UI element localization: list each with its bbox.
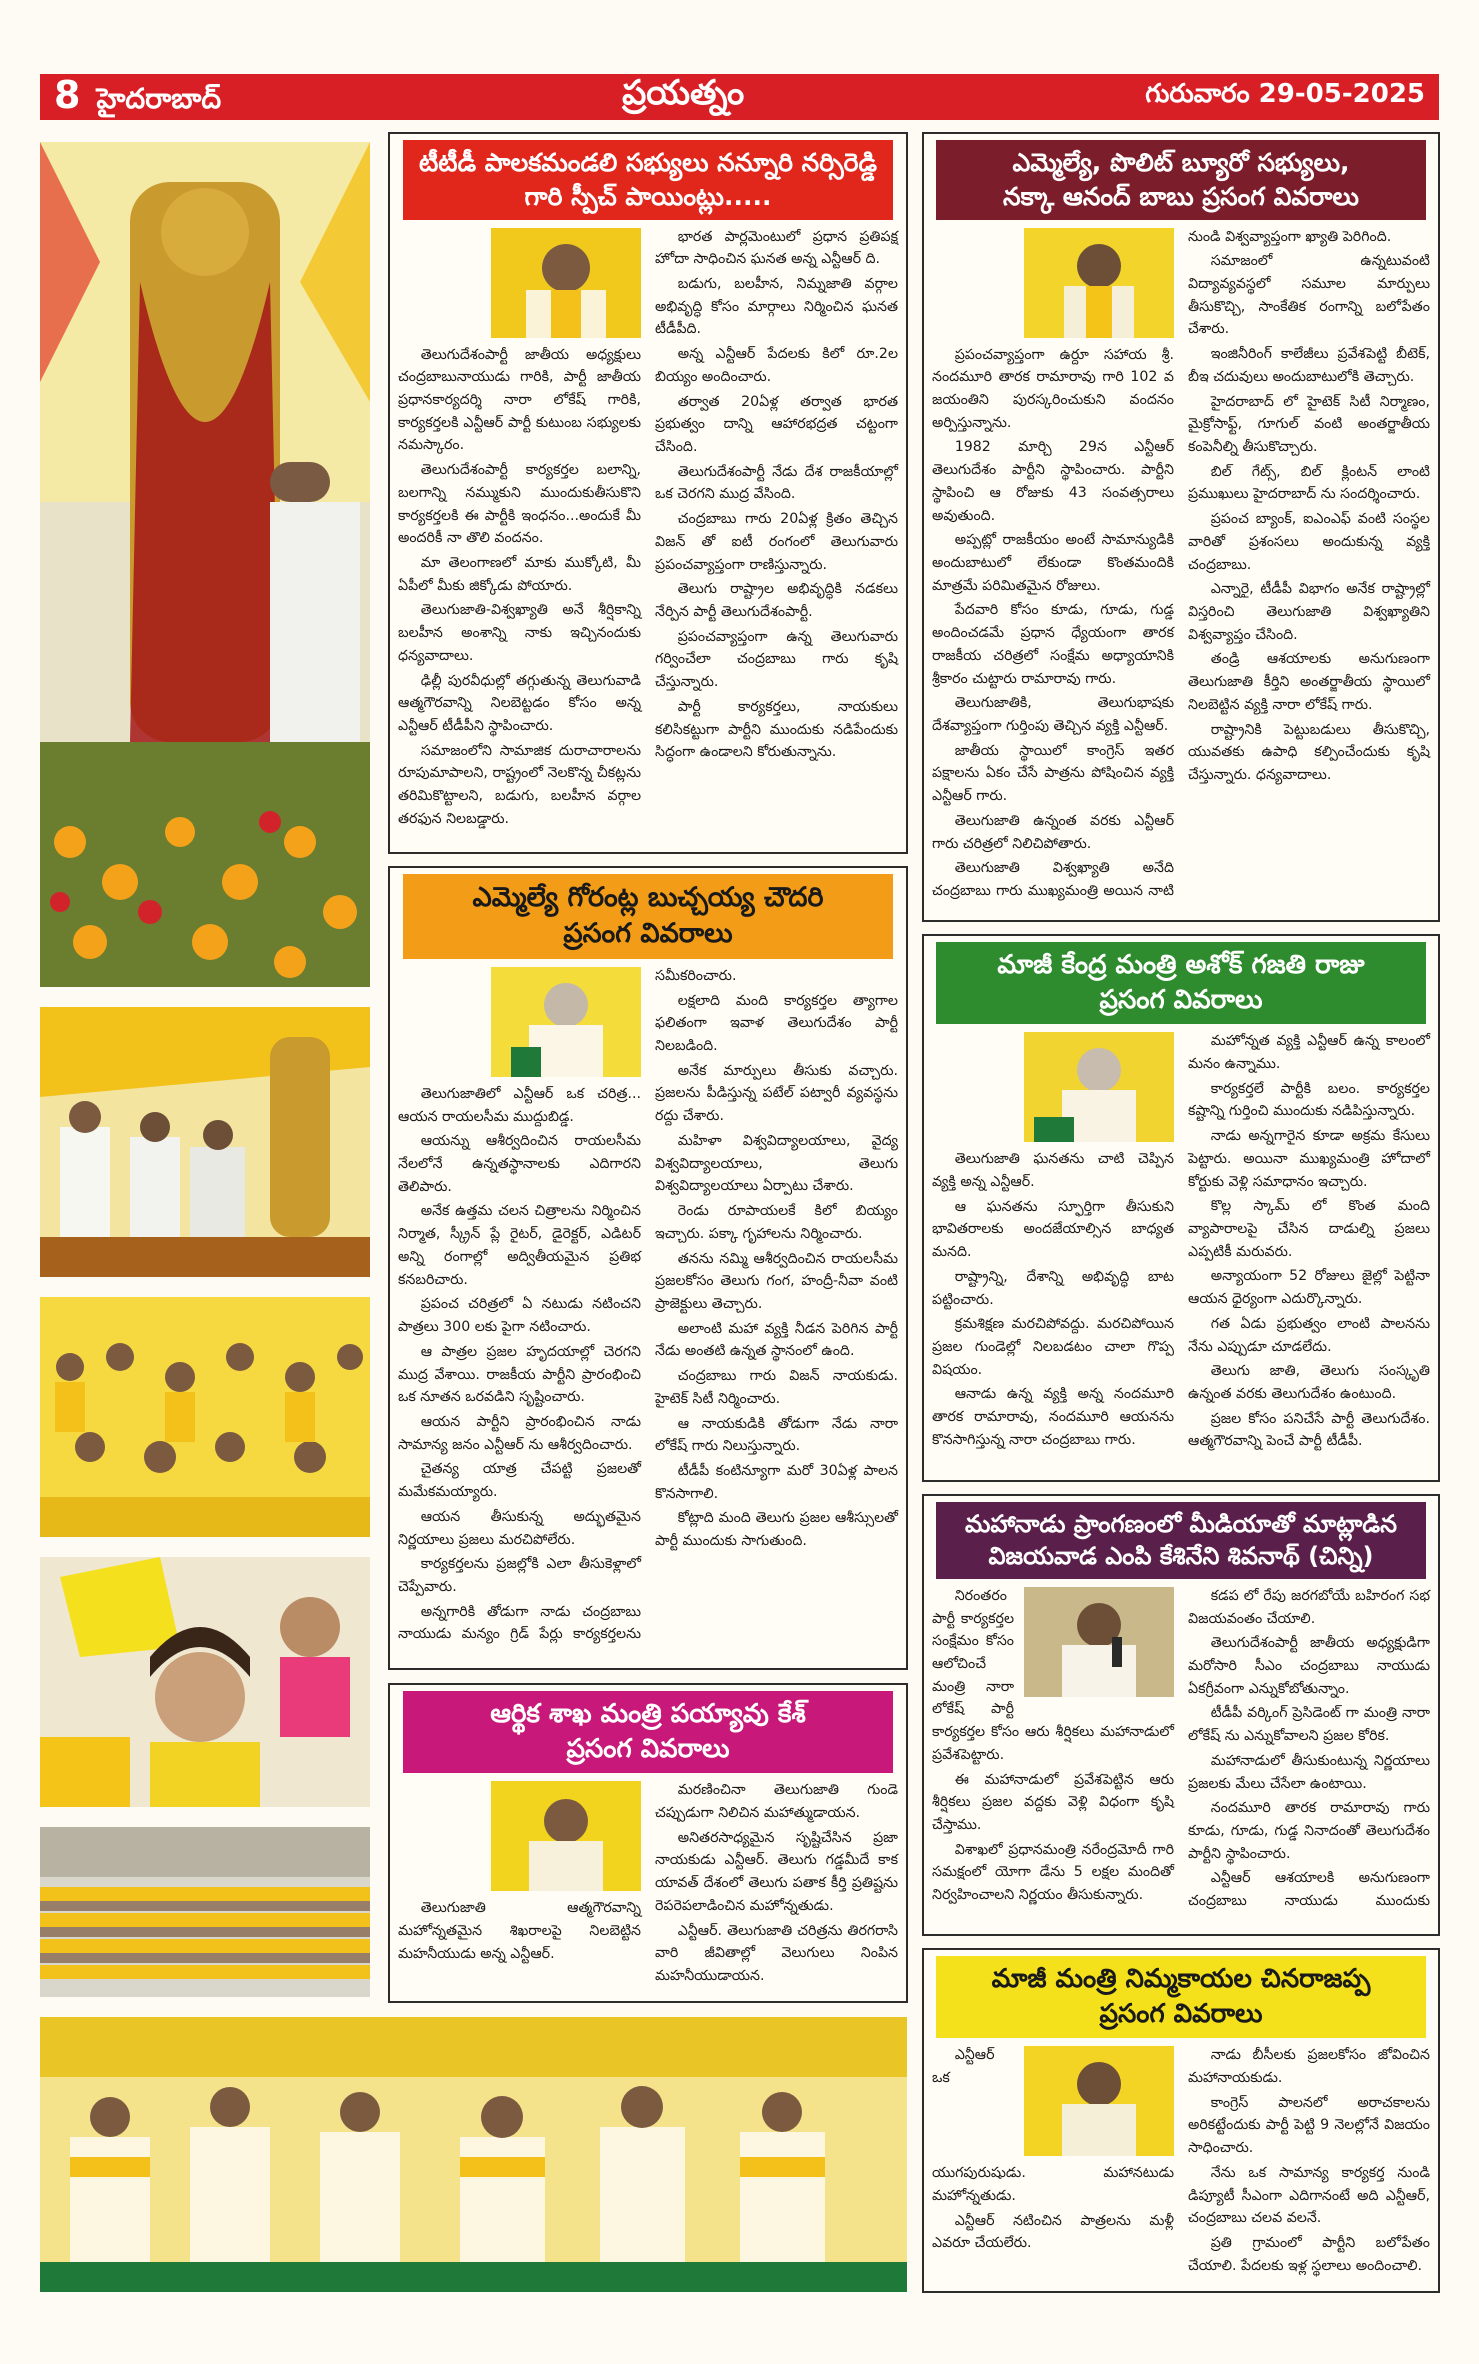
headline: మాజీ మంత్రి నిమ్మకాయల చినరాజప్ప ప్రసంగ వివరాలు	[936, 1956, 1426, 2038]
headline: ఆర్థిక శాఖ మంత్రి పయ్యావు కేశ్ ప్రసంగ వివరాలు	[403, 1691, 893, 1773]
headline: మాజీ కేంద్ర మంత్రి అశోక్ గజతి రాజు ప్రసంగ వివరాలు	[936, 942, 1426, 1024]
article-payyavula-keshav	[388, 1683, 908, 2003]
mahanadu-crowd-photo	[40, 1827, 370, 1997]
speaker-photo	[1024, 228, 1174, 338]
article-body: నిరంతరం పార్టీ కార్యకర్తల సంక్షేమం కోసం ఆలోచించే మంత్రి నారా లోకేష్ పార్టీ కార్యకర్తల కోసం ఆరు శీర్షికలు మహానాడులో ప్రవేశపెట్టారు. ఈ మహానాడులో ప్రవేశపెట్టిన ఆరు శీర్షికలు ప్రజల వద్దకు వెళ్లి విధంగా కృషి చేస్తాము. విశాఖలో ప్రధానమంత్రి నరేంద్రమోదీ గారి సమక్షంలో యోగా డేను 5 లక్షల మందితో నిర్వహించాలని నిర్ణయం తీసుకున్నారు. కడప లో రేపు జరగబోయే బహిరంగ సభ విజయవంతం చేయాలి. తెలుగుదేశంపార్టీ జాతీయ అధ్యక్షుడిగా మరోసారి సీఎం చంద్రబాబు నాయుడు ఏకగ్రీవంగా ఎన్నుకోబోతున్నాం. టీడీపీ వర్కింగ్ ప్రెసిడెంట్ గా మంత్రి నారా లోకేష్ ను ఎన్నుకోవాలని ప్రజల కోరిక. మహానాడులో తీసుకుంటున్న నిర్ణయాలు ప్రజలకు మేలు చేసేలా ఉంటాయి. నందమూరి తారక రామారావు గారు కూడు, గూడు, గుడ్డ నినాదంతో తెలుగుదేశం పార్టీని స్థాపించారు. ఎన్టీఆర్ ఆశయాలకి అనుగుణంగా చంద్రబాబు నాయుడు ముందుకు	[932, 1587, 1430, 1910]
issue-date: గురువారం 29-05-2025	[1145, 79, 1425, 109]
article-body: తెలుగుజాతి ఘనతను చాటి చెప్పిన వ్యక్తి అన్న ఎన్టీఆర్. ఆ ఘనతను స్ఫూర్తిగా తీసుకుని భావితరాలకు అందజేయాల్సిన బాధ్యత మనది. రాష్ట్రాన్ని, దేశాన్ని అభివృద్ధి బాట పట్టించారు. క్రమశిక్షణ మరచిపోవద్దు. మరచిపోయిన ప్రజల గుండెల్లో నిలబడటం చాలా గొప్ప విషయం. ఆనాడు ఉన్న వ్యక్తి అన్న నందమూరి తారక రామారావు, నందమూరి ఆయనను కొనసాగిస్తున్న నారా చంద్రబాబు గారు. మహోన్నత వ్యక్తి ఎన్టీఆర్ ఉన్న కాలంలో మనం ఉన్నాము. కార్యకర్తలే పార్టీకి బలం. కార్యకర్తల కష్టాన్ని గుర్తించి ముందుకు నడిపిస్తున్నారు. నాడు అన్నగారైన కూడా అక్రమ కేసులు పెట్టారు. అయినా ముఖ్యమంత్రి హోదాలో కోర్టుకు వెళ్లి సమాధానం ఇచ్చారు. కొల్ల స్కామ్ లో కొంత మంది వ్యాపారాలపై చేసిన దాడుల్ని ప్రజలు ఎప్పటికీ మరువరు. అన్యాయంగా 52 రోజులు జైల్లో పెట్టినా ఆయన ధైర్యంగా ఎదుర్కొన్నారు. గత ఏడు ప్రభుత్వం లాంటి పాలనను నేను ఎప్పుడూ చూడలేదు. తెలుగు జాతి, తెలుగు సంస్కృతి ఉన్నంత వరకు తెలుగుదేశం ఉంటుంది. ప్రజల కోసం పనిచేసే పార్టీ తెలుగుదేశం. ఆత్మగౌరవాన్ని పెంచే పార్టీ టీడీపీ.	[932, 1033, 1430, 1450]
headline: మహానాడు ప్రాంగణంలో మీడియాతో మాట్లాడిన విజయవాడ ఎంపి కేశినేని శివనాథ్ (చిన్ని)	[936, 1502, 1426, 1579]
article-nakka-anand-babu	[922, 132, 1440, 922]
speaker-photo	[491, 1781, 641, 1891]
article-narasi-reddy	[388, 132, 908, 854]
masthead	[40, 74, 1439, 120]
page-number: 8	[54, 73, 81, 117]
headline: టీటీడీ పాలకమండలి సభ్యులు నన్నూరి నర్సిరెడ్డి గారి స్పీచ్ పాయింట్లు.....	[403, 140, 893, 220]
leaders-at-statue-photo	[40, 1007, 370, 1277]
newspaper-logo: ప్రయత్నం	[622, 73, 745, 113]
headline: ఎమ్మెల్యే గోరంట్ల బుచ్చయ్య చౌదరి ప్రసంగ వివరాలు	[403, 874, 893, 959]
ntr-statue-photo	[40, 142, 370, 987]
speaker-photo	[1024, 1032, 1174, 1142]
women-waving-flags-photo	[40, 1557, 370, 1807]
article-body: తెలుగుదేశంపార్టీ జాతీయ అధ్యక్షులు చంద్రబాబునాయుడు గారికి, పార్టీ జాతీయ ప్రధానకార్యదర్శి నారా లోకేష్ గారికి, కార్యకర్తలకి ఎన్టీఆర్ పార్టీ కుటుంబ సభ్యులకు నమస్కారం. తెలుగుదేశంపార్టీ కార్యకర్తల బలాన్ని, బలగాన్ని నమ్ముకుని ముందుకుతీసుకొని కార్యకర్తలకి ఈ పార్టీకి ఇంధనం...అందుకే మీ అందరికీ నా తొలి వందనం. మా తెలంగాణలో మాకు ముక్కోటి, మీ ఏపీలో మీకు జిక్కోడు పోయారు. తెలుగుజాతి-విశ్వఖ్యాతి అనే శీర్షికాన్ని బలహీన అంశాన్ని నాకు ఇచ్చినందుకు ధన్యవాదాలు. ఢిల్లీ పురవీధుల్లో తగ్గుతున్న తెలుగువాడి ఆత్మగౌరవాన్ని నిలబెట్టడం కోసం అన్న ఎన్టీఆర్ టీడీపీని స్థాపించారు. సమాజంలోని సామాజిక దురాచారాలను రూపుమాపాలని, రాష్ట్రంలో నెలకొన్న చీకట్లను తరిమికొట్టాలని, బడుగు, బలహీన వర్గాల తరఫున నిలబడ్డారు. భారత పార్లమెంటులో ప్రధాన ప్రతిపక్ష హోదా సాధించిన ఘనత అన్న ఎన్టీఆర్ ది. బడుగు, బలహీన, నిమ్నజాతి వర్గాల అభివృద్ధి కోసం మార్గాలు నిర్మించిన ఘనత టీడీపీది. అన్న ఎన్టీఆర్ పేదలకు కిలో రూ.2ల బియ్యం అందించారు. తర్వాత 20ఏళ్ల తర్వాత భారత ప్రభుత్వం దాన్ని ఆహారభద్రత చట్టంగా చేసింది. తెలుగుదేశంపార్టీ నేడు దేశ రాజకీయాల్లో ఒక చెరగని ముద్ర వేసింది. చంద్రబాబు గారు 20ఏళ్ల క్రితం తెచ్చిన విజన్ తో ఐటీ రంగంలో తెలుగువారు ప్రపంచవ్యాప్తంగా రాణిస్తున్నారు. తెలుగు రాష్ట్రాల అభివృద్ధికి నడకలు నేర్పిన పార్టీ తెలుగుదేశంపార్టీ. ప్రపంచవ్యాప్తంగా ఉన్న తెలుగువారు గర్వించేలా చంద్రబాబు గారు కృషి చేస్తున్నారు. పార్టీ కార్యకర్తలు, నాయకులు కలిసికట్టుగా పార్టీని ముందుకు నడిపేందుకు సిద్ధంగా ఉండాలని కోరుతున్నాను.	[398, 228, 898, 827]
article-chinarajappa	[922, 1948, 1440, 2293]
article-body: తెలుగుజాతి ఆత్మగౌరవాన్ని మహోన్నతమైన శిఖరాలపై నిలబెట్టిన మహనీయుడు అన్న ఎన్టీఆర్. మరణించినా తెలుగుజాతి గుండె చప్పుడుగా నిలిచిన మహాత్ముడాయన. అనితరసాధ్యమైన సృష్టిచేసిన ప్రజా నాయకుడు ఎన్టీఆర్. తెలుగు గడ్డమీదే కాక యావత్ దేశంలో తెలుగు పతాక కీర్తి ప్రతిష్టను రెపరెపలాడించిన మహోన్నతుడు. ఎన్టీఆర్. తెలుగుజాతి చరిత్రను తిరగరాసి వారి జీవితాల్లో వెలుగులు నింపిన మహనీయుడాయన.	[398, 1782, 898, 1984]
article-body: ఎన్టీఆర్ ఒక యుగపురుషుడు. మహానటుడు మహోన్నతుడు. ఎన్టీఆర్ నటించిన పాత్రలను మళ్లీ ఎవరూ చేయలేరు. నాడు బీసీలకు ప్రజలకోసం జోవించిన మహానాయకుడు. కాంగ్రెస్ పాలనలో అరాచకాలను అరికట్టేందుకు పార్టీ పెట్టి 9 నెలల్లోనే విజయం సాధించారు. నేను ఒక సామాన్య కార్యకర్త నుండి డిప్యూటీ సీఎంగా ఎదిగానంటే అది ఎన్టీఆర్, చంద్రబాబు చలవ వలనే. ప్రతి గ్రామంలో పార్టీని బలోపేతం చేయాలి. పేదలకు ఇళ్ల స్థలాలు అందించాలి.	[932, 2047, 1430, 2274]
article-ashok-gajapathi-raju	[922, 934, 1440, 1482]
article-body: ప్రపంచవ్యాప్తంగా ఉర్దూ సహాయ శ్రీ. నందమూరి తారక రామారావు గారి 102 వ జయంతిని పురస్కరించుకుని వందనం అర్పిస్తున్నాను. 1982 మార్చి 29న ఎన్టీఆర్ తెలుగుదేశం పార్టీని స్థాపించారు. పార్టీని స్థాపించి ఆ రోజుకు 43 సంవత్సరాలు అవుతుంది. అప్పట్లో రాజకీయం అంటే సామాన్యుడికి అందుబాటులో లేకుండా కొంతమందికి మాత్రమే పరిమితమైన రోజులు. పేదవారి కోసం కూడు, గూడు, గుడ్డ అందించడమే ప్రధాన ధ్యేయంగా తారక రాజకీయ చరిత్రలో సంక్షేమ అధ్యాయానికి శ్రీకారం చుట్టారు రామారావు గారు. తెలుగుజాతికి, తెలుగుభాషకు దేశవ్యాప్తంగా గుర్తింపు తెచ్చిన వ్యక్తి ఎన్టీఆర్. జాతీయ స్థాయిలో కాంగ్రెస్ ఇతర పక్షాలను ఏకం చేసే పాత్రను పోషించిన వ్యక్తి ఎన్టీఆర్ గారు. తెలుగుజాతి ఉన్నంత వరకు ఎన్టీఆర్ గారు చరిత్రలో నిలిచిపోతారు. తెలుగుజాతి విశ్వఖ్యాతి అనేది చంద్రబాబు గారు ముఖ్యమంత్రి అయిన నాటి నుండి విశ్వవ్యాప్తంగా ఖ్యాతి పెరిగింది. సమాజంలో ఉన్నటువంటి విద్యావ్యవస్థలో సమూల మార్పులు తీసుకొచ్చి, సాంకేతిక రంగాన్ని బలోపేతం చేశారు. ఇంజినీరింగ్ కాలేజీలు ప్రవేశపెట్టి బీటెక్, బీఇ చదువులు అందుబాటులోకి తెచ్చారు. హైదరాబాద్ లో హైటెక్ సిటీ నిర్మాణం, మైక్రోసాఫ్ట్, గూగుల్ వంటి అంతర్జాతీయ కంపెనీల్ని తీసుకొచ్చారు. బిల్ గేట్స్, బిల్ క్లింటన్ లాంటి ప్రముఖులు హైదరాబాద్ ను సందర్శించారు. ప్రపంచ బ్యాంక్, ఐఎంఎఫ్ వంటి సంస్థల వారితో ప్రశంసలు అందుకున్న వ్యక్తి చంద్రబాబు. ఎన్నారై, టీడీపీ విభాగం అనేక రాష్ట్రాల్లో విస్తరించి తెలుగుజాతి విశ్వఖ్యాతిని విశ్వవ్యాప్తం చేసింది. తండ్రి ఆశయాలకు అనుగుణంగా తెలుగుజాతి కీర్తిని అంతర్జాతీయ స్థాయిలో నిలబెట్టిన వ్యక్తి నారా లోకేష్ గారు. రాష్ట్రానికి పెట్టుబడులు తీసుకొచ్చి, యువతకు ఉపాధి కల్పించేందుకు కృషి చేస్తున్నారు. ధన్యవాదాలు.	[932, 228, 1430, 900]
speaker-photo	[491, 228, 641, 338]
article-gorantla-buchaiah	[388, 866, 908, 1670]
speaker-photo	[1024, 1587, 1174, 1697]
headline: ఎమ్మెల్యే, పొలిట్ బ్యూరో సభ్యులు, నక్కా ఆనంద్ బాబు ప్రసంగ వివరాలు	[936, 140, 1426, 220]
article-kesineni-sivanath	[922, 1494, 1440, 1936]
leaders-on-stage-photo	[40, 2017, 907, 2292]
article-body: తెలుగుజాతిలో ఎన్టీఆర్ ఒక చరిత్ర... ఆయన రాయలసీమ ముద్దుబిడ్డ. ఆయన్ను ఆశీర్వదించిన రాయలసీమ నేలలోనే ఉన్నతస్థానాలకు ఎదిగారని తెలిపారు. అనేక ఉత్తమ చలన చిత్రాలను నిర్మించిన నిర్మాత, స్క్రీన్ ప్లే రైటర్, డైరెక్టర్, ఎడిటర్ అన్ని రంగాల్లో అద్వితీయమైన ప్రతిభ కనబరిచారు. ప్రపంచ చరిత్రలో ఏ నటుడు నటించని పాత్రలు 300 లకు పైగా నటించారు. ఆ పాత్రల ప్రజల హృదయాల్లో చెరగని ముద్ర వేశాయి. రాజకీయ పార్టీని ప్రారంభించి ఒక నూతన ఒరవడిని సృష్టించారు. ఆయన పార్టీని ప్రారంభించిన నాడు సామాన్య జనం ఎన్టీఆర్ ను ఆశీర్వదించారు. చైతన్య యాత్ర చేపట్టి ప్రజలతో మమేకమయ్యారు. ఆయన తీసుకున్న అద్భుతమైన నిర్ణయాలు ప్రజలు మరచిపోలేరు. కార్యకర్తలను ప్రజల్లోకి ఎలా తీసుకెళ్లాలో చెప్పేవారు. అన్నగారికి తోడుగా నాడు చంద్రబాబు నాయుడు మన్యం గ్రిడ్ పేర్లు కార్యకర్తలను సమీకరించారు. లక్షలాది మంది కార్యకర్తల త్యాగాల ఫలితంగా ఇవాళ తెలుగుదేశం పార్టీ నిలబడింది. అనేక మార్పులు తీసుకు వచ్చారు. ప్రజలను పీడిస్తున్న పటేల్ పట్వారీ వ్యవస్థను రద్దు చేశారు. మహిళా విశ్వవిద్యాలయాలు, వైద్య విశ్వవిద్యాలయాలు, తెలుగు విశ్వవిద్యాలయాలు ఏర్పాటు చేశారు. రెండు రూపాయలకే కిలో బియ్యం ఇచ్చారు. పక్కా గృహాలను నిర్మించారు. తనను నమ్మి ఆశీర్వదించిన రాయలసీమ ప్రజలకోసం తెలుగు గంగ, హంద్రీ-నీవా వంటి ప్రాజెక్టులు తెచ్చారు. అలాంటి మహా వ్యక్తి నీడన పెరిగిన పార్టీ నేడు అంతటి ఉన్నత స్థానంలో ఉంది. చంద్రబాబు గారు విజన్ నాయకుడు. హైటెక్ సిటీ నిర్మించారు. ఆ నాయకుడికి తోడుగా నేడు నారా లోకేష్ గారు నిలుస్తున్నారు. టీడీపీ కంటిన్యూగా మరో 30ఏళ్ల పాలన కొనసాగాలి. కోట్లాది మంది తెలుగు ప్రజల ఆశీస్సులతో పార్టీ ముందుకు సాగుతుంది.	[398, 967, 898, 1643]
speaker-photo	[1024, 2046, 1174, 2156]
crowd-cheering-photo	[40, 1297, 370, 1537]
edition-city: హైదరాబాద్	[96, 82, 222, 115]
speaker-photo	[491, 967, 641, 1077]
